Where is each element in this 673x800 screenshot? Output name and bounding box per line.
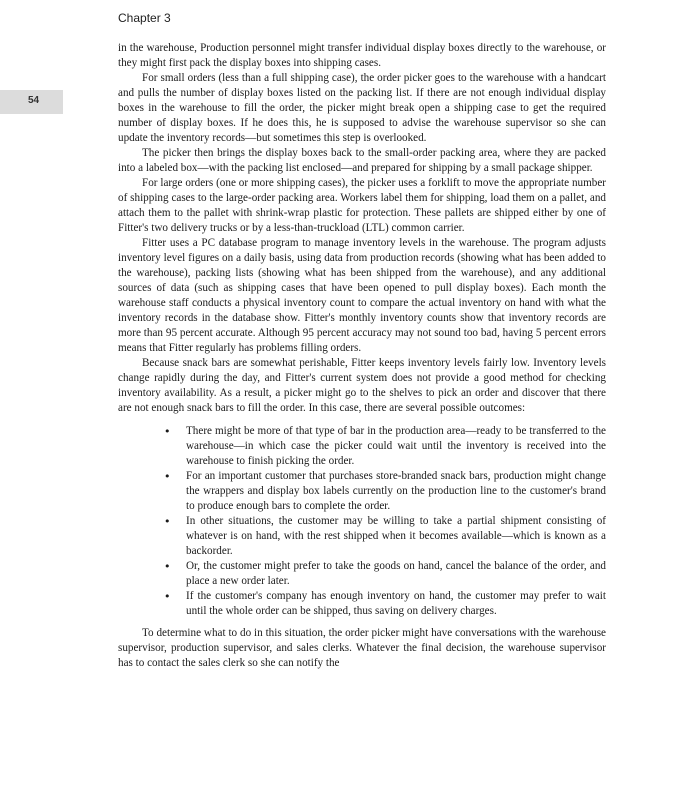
paragraph: For large orders (one or more shipping cases), the picker uses a forklift to move the appropriate number of shipping cases to the large-order packing area. Workers label them for shipping, load them on a pallet, and attach them to the pallet with shrink-wrap plastic for protection. These pallets are shipped either by one of Fitter's two delivery trucks or by a less-than-truckload (LTL) common carrier.: [118, 177, 606, 234]
bullet-item: • Or, the customer might prefer to take the goods on hand, cancel the balance of the order, and place a new order later.: [186, 559, 606, 589]
bullet-list: [118, 424, 606, 619]
bullet-item: • If the customer's company has enough inventory on hand, the customer may prefer to wait until the whole order can be shipped, thus saving on delivery charges.: [186, 589, 606, 619]
bullet-item: • In other situations, the customer may be willing to take a partial shipment consisting of whatever is on hand, with the rest shipped when it becomes available—which is known as a backorder.: [186, 514, 606, 559]
bullet-item: • For an important customer that purchases store-branded snack bars, production might change the wrappers and display box labels currently on the production line to the customer's brand to produce enough bars to complete the order.: [186, 469, 606, 514]
body-text: [118, 41, 606, 671]
page-number: 54: [28, 95, 40, 106]
bullet-item: • There might be more of that type of bar in the production area—ready to be transferred to the warehouse—in which case the picker could wait until the inventory is received into the warehouse to finish picking the order.: [186, 424, 606, 469]
paragraph: For small orders (less than a full shipping case), the order picker goes to the warehouse with a handcart and pulls the number of display boxes listed on the packing list. If there are not enough individual display boxes in the warehouse to fill the order, the picker might break open a shipping case to get the required number of display boxes. If he does this, he is supposed to advise the warehouse supervisor so she can update the inventory records—but sometimes this step is overlooked.: [118, 72, 606, 144]
paragraph: To determine what to do in this situation, the order picker might have conversations with the warehouse supervisor, production supervisor, and sales clerks. Whatever the final decision, the warehouse supervisor has to contact the sales clerk so she can notify the: [118, 627, 606, 669]
paragraph: Fitter uses a PC database program to manage inventory levels in the warehouse. The program adjusts inventory level figures on a daily basis, using data from production records (showing what has been added to the warehouse), packing lists (showing what has been shipped from the warehouse), and any additional sources of data (such as shipping cases that have been opened to pull display boxes). Each month the warehouse staff conducts a physical inventory count to compare the actual inventory on hand with what the inventory records in the database show. Fitter's monthly inventory counts show that inventory records are more than 95 percent accurate. Although 95 percent accuracy may not sound too bad, having 5 percent errors means that Fitter regularly has problems filling orders.: [118, 237, 606, 354]
paragraph: Because snack bars are somewhat perishable, Fitter keeps inventory levels fairly low. Inventory levels change rapidly during the day, and Fitter's current system does not provide a good method for checking inventory availability. As a result, a picker might go to the shelves to pick an order and discover that there are not enough snack bars to fill the order. In this case, there are several possible outcomes:: [118, 357, 606, 414]
chapter-header: Chapter 3: [118, 11, 171, 25]
paragraph: The picker then brings the display boxes back to the small-order packing area, where they are packed into a labeled box—with the packing list enclosed—and prepared for shipping by a small package shipper.: [118, 147, 606, 174]
paragraph: in the warehouse, Production personnel might transfer individual display boxes directly to the warehouse, or they might first pack the display boxes into shipping cases.: [118, 42, 606, 69]
